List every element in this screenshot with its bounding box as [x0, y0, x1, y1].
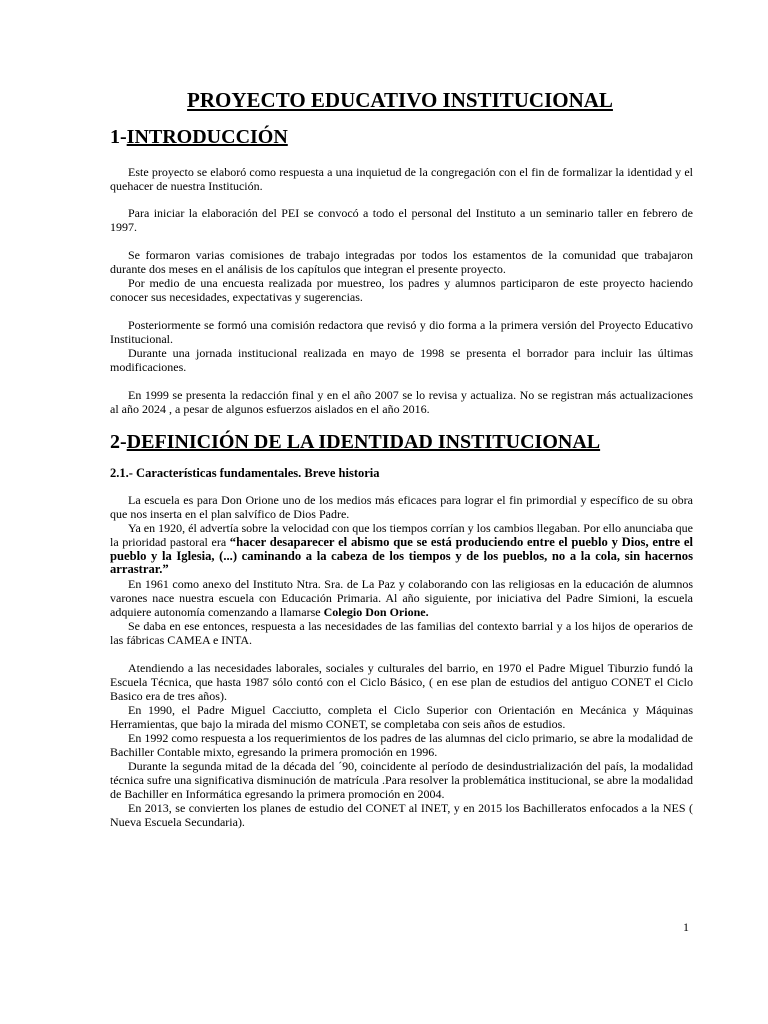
- section-1-heading: [110, 125, 288, 149]
- history-paragraph-9: En 2013, se convierten los planes de estudio del CONET al INET, y en 2015 los Bachilleratos enfocados a la NES ( Nueva Escuela Secundaria).: [110, 801, 693, 829]
- history-paragraph-4: Se daba en ese entonces, respuesta a las necesidades de las familias del contexto barrial y a los hijos de operarios de las fábricas CAMEA e INTA.: [110, 619, 693, 647]
- intro-paragraph-5: Posteriormente se formó una comisión redactora que revisó y dio forma a la primera versión del Proyecto Educativo Institucional.: [110, 318, 693, 346]
- section-2-heading: [110, 430, 600, 454]
- colegio-name: Colegio Don Orione.: [323, 604, 429, 619]
- intro-paragraph-6: Durante una jornada institucional realizada en mayo de 1998 se presenta el borrador para incluir las últimas modificaciones.: [110, 346, 693, 374]
- subsection-2-1-heading: 2.1.- Características fundamentales. Breve historia: [110, 466, 380, 480]
- history-paragraph-2: [110, 522, 693, 577]
- page-number: 1: [683, 920, 689, 934]
- history-paragraph-7: En 1992 como respuesta a los requerimientos de los padres de las alumnas del ciclo primario, se abre la modalidad de Bachiller Contable mixto, egresando la primera promoción en 1996.: [110, 731, 693, 759]
- intro-paragraph-3: Se formaron varias comisiones de trabajo integradas por todos los estamentos de la comunidad que trabajaron durante dos meses en el análisis de los capítulos que integran el presente proyecto.: [110, 248, 693, 276]
- don-orione-quote: “hacer desaparecer el abismo que se está produciendo entre el pueblo y Dios, entre el pueblo y la Iglesia, (...) caminando a la cabeza de los tiempos y de los pueblos, no a la cola, sin hacernos arrastrar.”: [110, 534, 693, 577]
- section-1-number: 1-: [110, 126, 127, 148]
- section-1-title: INTRODUCCIÓN: [126, 126, 288, 148]
- history-paragraph-2-text: Ya en 1920, él advertía sobre la velocidad con que los tiempos corrían y los cambios llegaban. Por ello anunciaba que la prioridad pastoral era: [110, 521, 693, 549]
- section-2-number: 2-: [110, 431, 127, 453]
- intro-paragraph-2: Para iniciar la elaboración del PEI se convocó a todo el personal del Instituto a un seminario taller en febrero de 1997.: [110, 206, 693, 234]
- intro-paragraph-1: Este proyecto se elaboró como respuesta a una inquietud de la congregación con el fin de formalizar la identidad y el quehacer de nuestra Institución.: [110, 165, 693, 193]
- intro-paragraph-4: Por medio de una encuesta realizada por muestreo, los padres y alumnos participaron de este proyecto haciendo conocer sus necesidades, expectativas y sugerencias.: [110, 276, 693, 304]
- document-title: PROYECTO EDUCATIVO INSTITUCIONAL: [187, 88, 613, 112]
- history-paragraph-1: La escuela es para Don Orione uno de los medios más eficaces para lograr el fin primordial y específico de su obra que nos inserta en el plan salvífico de Dios Padre.: [110, 493, 693, 521]
- history-paragraph-5: Atendiendo a las necesidades laborales, sociales y culturales del barrio, en 1970 el Padre Miguel Tiburzio fundó la Escuela Técnica, que hasta 1987 sólo contó con el Ciclo Básico, ( en ese plan de estudios del antiguo CONET el Ciclo Basico era de tres años).: [110, 661, 693, 703]
- history-paragraph-3: [110, 578, 693, 619]
- history-paragraph-8: Durante la segunda mitad de la década del ´90, coincidente al período de desindustrialización del país, la modalidad técnica sufre una significativa disminución de matrícula .Para resolver la problemática institucional, se abre la modalidad de Bachiller en Informática egresando la primera promoción en 2004.: [110, 759, 693, 801]
- intro-paragraph-7: En 1999 se presenta la redacción final y en el año 2007 se lo revisa y actualiza. No se registran más actualizaciones al año 2024 , a pesar de algunos esfuerzos aislados en el año 2016.: [110, 388, 693, 416]
- history-paragraph-6: En 1990, el Padre Miguel Cacciutto, completa el Ciclo Superior con Orientación en Mecánica y Máquinas Herramientas, que bajo la mirada del mismo CONET, se completaba con seis años de estudios.: [110, 703, 693, 731]
- section-2-title: DEFINICIÓN DE LA IDENTIDAD INSTITUCIONAL: [126, 431, 601, 453]
- history-paragraph-3-text: En 1961 como anexo del Instituto Ntra. Sra. de La Paz y colaborando con las religiosas en la educación de alumnos varones nace nuestra escuela con Educación Primaria. Al año siguiente, por iniciativa del Padre Simioni, la escuela adquiere autonomía comenzando a llamarse: [110, 577, 693, 619]
